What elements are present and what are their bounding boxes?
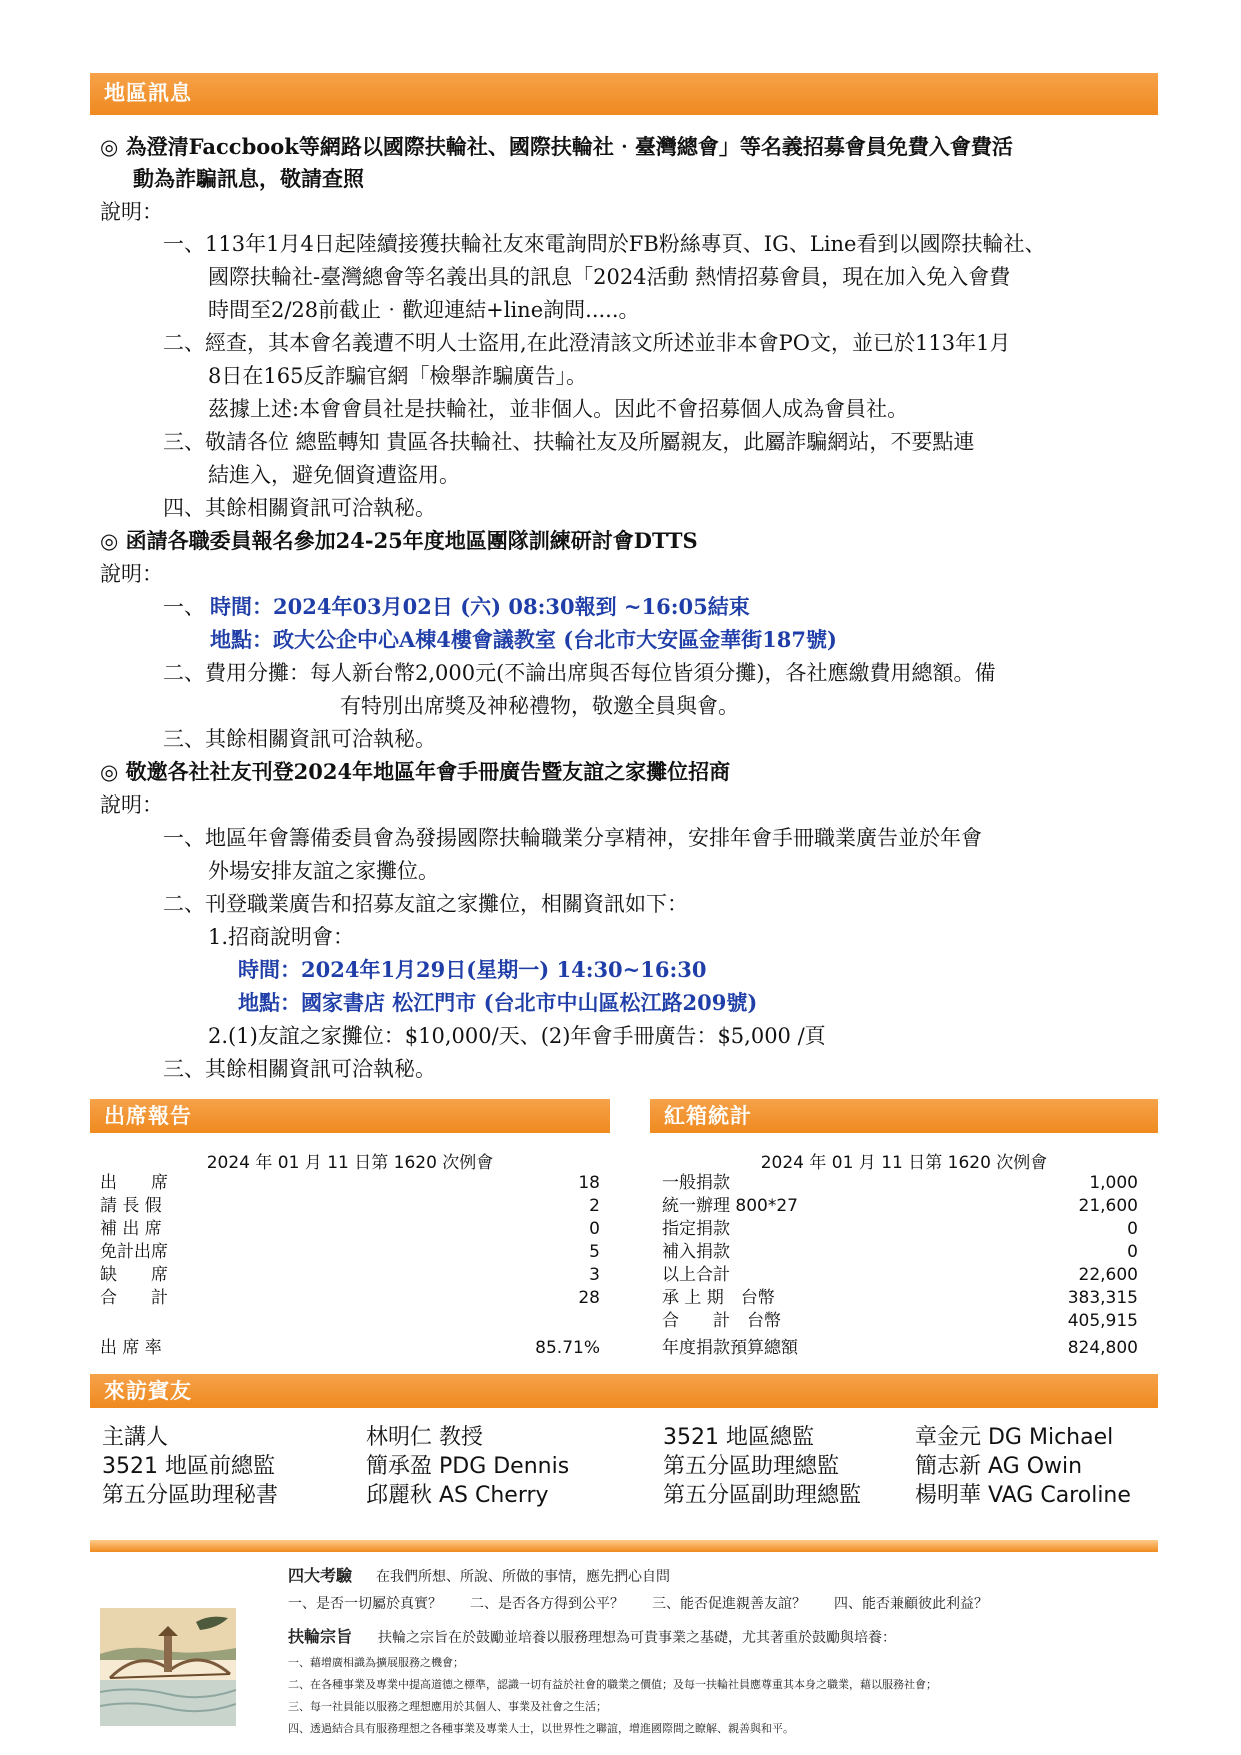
redbox-row-value: 0 — [1127, 1242, 1138, 1262]
visitor-name: 簡志新 AG Owin — [915, 1454, 1083, 1479]
notice3-p2-item2: 2.(1)友誼之家攤位：$10,000/天、(2)年會手冊廣告：$5,000 /頁 — [208, 1024, 826, 1048]
redbox-row-label: 一般捐款 — [662, 1173, 730, 1193]
redbox-row-value: 22,600 — [1078, 1265, 1138, 1285]
notice2-p2-line2: 有特別出席獎及神秘禮物，敬邀全員與會。 — [340, 694, 739, 718]
notice3-title: ◎ 敬邀各社社友刊登2024年地區年會手冊廣告暨友誼之家攤位招商 — [100, 759, 731, 784]
notice1-p3-line1: 三、敬請各位 總監轉知 貴區各扶輪社、扶輪社友及所屬親友，此屬詐騙網站，不要點連 — [163, 430, 975, 454]
notice2-title: ◎ 函請各職委員報名參加24-25年度地區團隊訓練研討會DTTS — [100, 528, 698, 553]
redbox-row-value: 0 — [1127, 1219, 1138, 1239]
section-attendance: 出席報告 — [90, 1099, 610, 1133]
attendance-row-value: 3 — [589, 1265, 600, 1285]
footer-divider — [90, 1540, 1158, 1552]
four-way-test-intro: 在我們所想、所說、所做的事情，應先捫心自問 — [376, 1569, 670, 1585]
attendance-row-label: 免計出席 — [100, 1242, 168, 1262]
visitor-role: 3521 地區總監 — [663, 1425, 814, 1450]
attendance-row-value: 5 — [589, 1242, 600, 1262]
notice3-desc-label: 說明： — [100, 793, 163, 817]
notice1-p1-line1: 一、113年1月4日起陸續接獲扶輪社友來電詢問於FB粉絲專頁、IG、Line看到以國際扶輪社、 — [163, 232, 1046, 256]
notice1-desc-label: 說明： — [100, 200, 163, 224]
attendance-row-label: 缺 席 — [100, 1265, 168, 1285]
attendance-rate-value: 85.71% — [535, 1338, 600, 1358]
notice1-p2-line1: 二、經查，其本會名義遭不明人士盜用,在此澄清該文所述並非本會PO文，並已於113年1月 — [163, 331, 1011, 355]
object-item: 二、在各種事業及專業中提高道德之標準，認識一切有益於社會的職業之價值；及每一扶輪社員應尊重其本身之職業，藉以服務社會； — [288, 1678, 937, 1691]
visitor-role: 第五分區副助理總監 — [663, 1483, 862, 1508]
notice1-p3-line2: 結進入，避免個資遭盜用。 — [208, 463, 460, 487]
redbox-row-value: 824,800 — [1067, 1338, 1138, 1358]
notice1-title-line1: ◎ 為澄清Faccbook等網路以國際扶輪社、國際扶輪社‧臺灣總會」等名義招募會員免費入會費活 — [100, 134, 1013, 159]
redbox-row-label: 指定捐款 — [662, 1219, 730, 1239]
notice2-time: 時間：2024年03月02日 (六) 08:30報到 ~16:05結束 — [210, 594, 750, 619]
visitor-role: 3521 地區前總監 — [102, 1454, 275, 1479]
attendance-rate-label: 出 席 率 — [100, 1338, 162, 1358]
bridge-illustration — [100, 1608, 236, 1726]
visitor-role: 第五分區助理秘書 — [102, 1483, 279, 1508]
object-item: 一、藉增廣相識為擴展服務之機會； — [288, 1656, 464, 1669]
redbox-row-label: 合 計 台幣 — [662, 1311, 781, 1331]
notice1-p4: 四、其餘相關資訊可洽執秘。 — [163, 496, 436, 520]
notice3-p2: 二、刊登職業廣告和招募友誼之家攤位，相關資訊如下： — [163, 892, 688, 916]
notice3-place: 地點：國家書店 松江門市 (台北市中山區松江路209號) — [238, 990, 758, 1015]
section-district-info: 地區訊息 — [90, 73, 1158, 115]
object-item: 三、每一社員能以服務之理想應用於其個人、事業及社會之生活； — [288, 1700, 607, 1713]
visitor-role: 第五分區助理總監 — [663, 1454, 840, 1479]
visitor-name: 林明仁 教授 — [366, 1425, 483, 1450]
redbox-row-label: 承 上 期 台幣 — [662, 1288, 775, 1308]
notice2-p3: 三、其餘相關資訊可洽執秘。 — [163, 727, 436, 751]
redbox-row-value: 1,000 — [1089, 1173, 1138, 1193]
attendance-row-label: 補 出 席 — [100, 1219, 162, 1239]
notice3-p2-item1: 1.招商說明會： — [208, 925, 355, 949]
notice1-p2-line2: 8日在165反詐騙官網「檢舉詐騙廣告」。 — [208, 364, 587, 388]
four-way-test-items: 一、是否一切屬於真實？ 二、是否各方得到公平？ 三、能否促進親善友誼？ 四、能否兼顧彼此利益？ — [288, 1596, 988, 1612]
notice2-desc-label: 說明： — [100, 562, 163, 586]
notice3-p3: 三、其餘相關資訊可洽執秘。 — [163, 1057, 436, 1081]
notice1-title-line2: 動為詐騙訊息，敬請查照 — [133, 166, 364, 191]
visitor-role: 主講人 — [102, 1425, 169, 1450]
redbox-row-label: 年度捐款預算總額 — [662, 1338, 798, 1358]
object-item: 四、透過結合具有服務理想之各種事業及專業人士，以世界性之聯誼，增進國際間之瞭解、親善與和平。 — [288, 1722, 794, 1735]
notice3-p1-line1: 一、地區年會籌備委員會為發揚國際扶輪職業分享精神，安排年會手冊職業廣告並於年會 — [163, 826, 982, 850]
redbox-row-value: 383,315 — [1067, 1288, 1138, 1308]
redbox-row-value: 21,600 — [1078, 1196, 1138, 1216]
redbox-meeting-heading: 2024 年 01 月 11 日第 1620 次例會 — [760, 1153, 1048, 1173]
section-visitors: 來訪賓友 — [90, 1374, 1158, 1408]
visitor-name: 章金元 DG Michael — [915, 1425, 1114, 1450]
redbox-row-label: 補入捐款 — [662, 1242, 730, 1262]
attendance-row-value: 2 — [589, 1196, 600, 1216]
notice1-p1-line2: 國際扶輪社-臺灣總會等名義出具的訊息「2024活動 熱情招募會員，現在加入免入會費 — [208, 265, 1011, 289]
notice3-time: 時間：2024年1月29日(星期一) 14:30~16:30 — [238, 957, 707, 982]
four-way-test-title: 四大考驗 — [288, 1566, 353, 1585]
redbox-row-label: 以上合計 — [662, 1265, 730, 1285]
object-of-rotary-title: 扶輪宗旨 — [288, 1627, 353, 1646]
attendance-meeting-heading: 2024 年 01 月 11 日第 1620 次例會 — [206, 1153, 494, 1173]
attendance-row-value: 28 — [578, 1288, 600, 1308]
notice2-p1-prefix: 一、 — [163, 595, 205, 619]
object-of-rotary-intro: 扶輪之宗旨在於鼓勵並培養以服務理想為可貴事業之基礎，尤其著重於鼓勵與培養： — [378, 1630, 896, 1646]
redbox-row-label: 統一辦理 800*27 — [662, 1196, 798, 1216]
notice3-p1-line2: 外場安排友誼之家攤位。 — [208, 859, 439, 883]
notice2-place: 地點：政大公企中心A棟4樓會議教室 (台北市大安區金華街187號) — [210, 627, 837, 652]
redbox-row-value: 405,915 — [1067, 1311, 1138, 1331]
visitor-name: 楊明華 VAG Caroline — [915, 1483, 1131, 1508]
notice1-p2-line3: 茲據上述:本會會員社是扶輪社，並非個人。因此不會招募個人成為會員社。 — [208, 397, 909, 421]
attendance-row-value: 0 — [589, 1219, 600, 1239]
attendance-row-label: 合 計 — [100, 1288, 168, 1308]
visitor-name: 簡承盈 PDG Dennis — [366, 1454, 570, 1479]
notice2-p2-line1: 二、費用分攤：每人新台幣2,000元(不論出席與否每位皆須分攤)，各社應繳費用總額。備 — [163, 661, 996, 685]
attendance-row-label: 出 席 — [100, 1173, 168, 1193]
notice1-p1-line3: 時間至2/28前截止‧歡迎連結+line詢問.....。 — [208, 298, 640, 322]
attendance-row-value: 18 — [578, 1173, 600, 1193]
attendance-row-label: 請 長 假 — [100, 1196, 162, 1216]
section-redbox: 紅箱統計 — [650, 1099, 1158, 1133]
visitor-name: 邱麗秋 AS Cherry — [366, 1483, 549, 1508]
